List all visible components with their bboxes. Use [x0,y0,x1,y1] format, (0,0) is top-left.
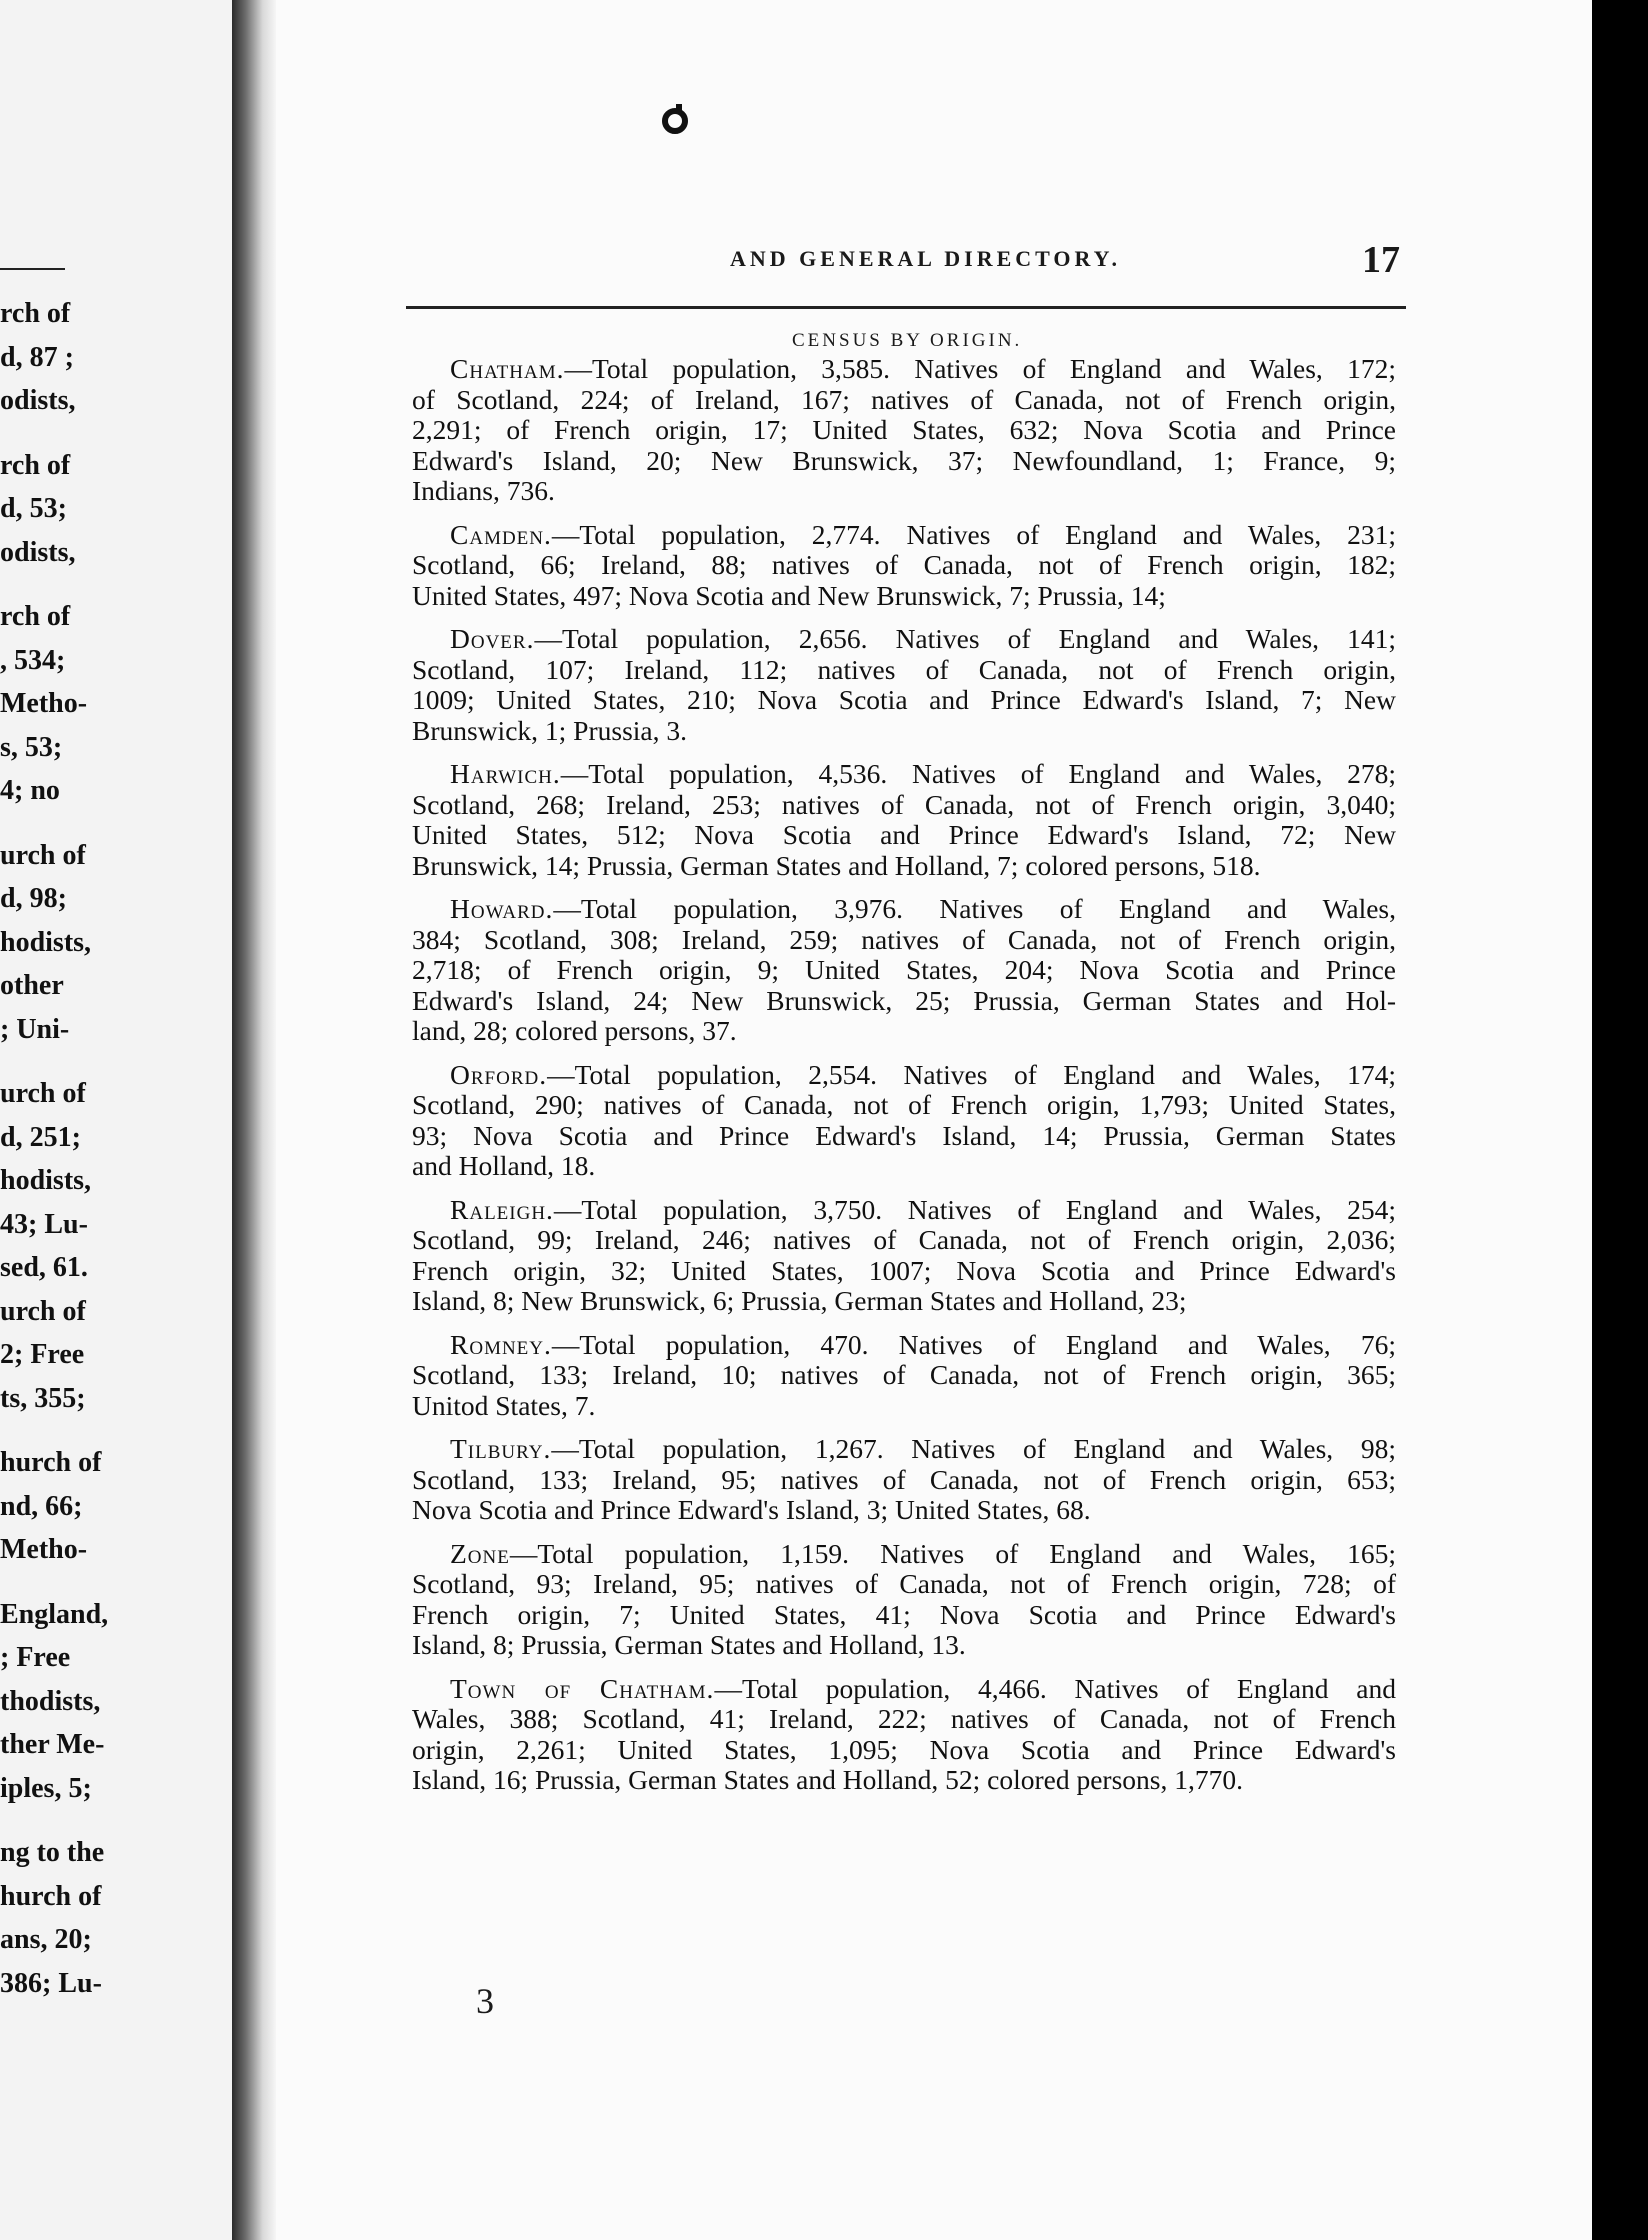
facing-page-fragment: odists, [0,536,76,568]
entry-line: Scotland, 268; Ireland, 253; natives of Canada, not of French origin, 3,040; [412,788,1396,820]
entry-line: 2,718; of French origin, 9; United States, 204; Nova Scotia and Prince [412,954,1396,985]
directory-page [276,0,1592,2240]
census-entry [412,1539,1396,1661]
entry-line: —Total population, 3,585. Natives of England and Wales, 172; [564,353,1396,384]
facing-page-fragment: d, 251; [0,1121,81,1153]
entry-line: Wales, 388; Scotland, 41; Ireland, 222; natives of Canada, not of French [412,1703,1396,1734]
entry-line: origin, 2,261; United States, 1,095; Nova Scotia and Prince Edward's [412,1733,1396,1765]
facing-page-fragment: thodists, [0,1685,101,1717]
entry-line: Island, 8; New Brunswick, 6; Prussia, German States and Holland, 23; [412,1285,1187,1316]
facing-page-rule [0,268,65,270]
entry-line: and Holland, 18. [412,1150,596,1181]
census-entry [412,1330,1396,1422]
facing-page-fragment: other [0,970,64,1001]
facing-page-fragment: odists, [0,385,76,416]
place-name: Raleigh. [450,1193,554,1225]
facing-page-fragment: hurch of [0,1880,102,1912]
facing-page-fragment: hodists, [0,1165,92,1196]
facing-page-edge [0,0,232,2240]
place-name: Dover. [450,623,535,654]
facing-page-fragment: 386; Lu- [0,1967,102,1999]
place-name: Romney. [450,1328,552,1360]
census-entry [412,354,1396,507]
entry-line: of Scotland, 224; of Ireland, 167; natives of Canada, not of French origin, [412,383,1396,415]
place-name: Camden. [450,518,552,550]
place-name: Zone [450,1537,510,1569]
facing-page-fragment: Metho- [0,688,88,719]
entry-line: Scotland, 66; Ireland, 88; natives of Canada, not of French origin, 182; [412,549,1396,580]
page-number: 17 [1362,239,1400,281]
facing-page-fragment: ng to the [0,1837,105,1868]
entry-line: Unitod States, 7. [412,1389,596,1421]
entry-line: —Total population, 1,159. Natives of England and Wales, 165; [509,1537,1396,1569]
facing-page-fragment: England, [0,1598,109,1630]
entry-line: —Total population, 2,656. Natives of England and Wales, 141; [534,623,1396,654]
section-title: CENSUS BY ORIGIN. [792,330,1023,351]
entry-line: —Total population, 3,750. Natives of England and Wales, 254; [553,1193,1396,1225]
entry-line: —Total population, 470. Natives of England and Wales, 76; [551,1328,1396,1360]
place-name: Harwich. [450,758,561,789]
facing-page-fragment: urch of [0,1078,86,1109]
entry-line: Scotland, 133; Ireland, 95; natives of Canada, not of French origin, 653; [412,1463,1396,1495]
entry-line: Scotland, 133; Ireland, 10; natives of Canada, not of French origin, 365; [412,1359,1396,1390]
facing-page-fragment: urch of [0,839,86,871]
facing-page-fragment: ; Uni- [0,1013,70,1045]
facing-page-fragment: d, 87 ; [0,341,74,373]
census-entry [412,520,1396,612]
entry-line: United States, 512; Nova Scotia and Prince Edward's Island, 72; New [412,819,1396,850]
census-entry [412,759,1396,881]
header-rule [406,306,1406,309]
facing-page-text [0,292,232,2005]
facing-page-fragment: Metho- [0,1534,88,1565]
entry-line: Scotland, 93; Ireland, 95; natives of Canada, not of French origin, 728; of [412,1568,1396,1599]
entry-line: —Total population, 3,976. Natives of England and Wales, [553,893,1396,924]
census-entry [412,1674,1396,1796]
census-entry [412,1434,1396,1526]
entry-line: 384; Scotland, 308; Ireland, 259; natives of Canada, not of French origin, [412,923,1396,955]
entry-line: French origin, 7; United States, 41; Nova Scotia and Prince Edward's [412,1598,1396,1630]
entry-line: Edward's Island, 20; New Brunswick, 37; Newfoundland, 1; France, 9; [412,444,1396,476]
place-name: Howard. [450,893,554,924]
entry-line: 2,291; of French origin, 17; United States, 632; Nova Scotia and Prince [412,414,1396,445]
entry-line: Island, 8; Prussia, German States and Holland, 13. [412,1629,966,1660]
facing-page-fragment: sed, 61. [0,1252,88,1283]
facing-page-fragment: 43; Lu- [0,1208,88,1240]
entry-line: Scotland, 290; natives of Canada, not of French origin, 1,793; United States, [412,1089,1396,1120]
signature-mark: 3 [476,1981,494,2021]
facing-page-fragment: 2; Free [0,1339,85,1370]
facing-page-fragment: iples, 5; [0,1772,92,1804]
printer-mark-icon [662,108,688,134]
facing-page-fragment: rch of [0,601,71,632]
entry-line: 93; Nova Scotia and Prince Edward's Island, 14; Prussia, German States [412,1119,1396,1151]
census-entries [412,354,1396,1809]
facing-page-fragment: nd, 66; [0,1490,83,1522]
entry-line: Edward's Island, 24; New Brunswick, 25; Prussia, German States and Hol- [412,984,1396,1016]
entry-line: —Total population, 2,774. Natives of England and Wales, 231; [551,518,1396,550]
census-entry [412,1060,1396,1182]
facing-page-fragment: hurch of [0,1447,102,1478]
entry-line: Nova Scotia and Prince Edward's Island, 3; United States, 68. [412,1494,1091,1525]
book-gutter [232,0,276,2240]
facing-page-fragment: 4; no [0,775,60,806]
entry-line: land, 28; colored persons, 37. [412,1015,737,1046]
scan-border [1592,0,1648,2240]
entry-line: —Total population, 1,267. Natives of England and Wales, 98; [551,1433,1396,1464]
entry-line: —Total population, 2,554. Natives of England and Wales, 174; [547,1058,1396,1090]
facing-page-fragment: ans, 20; [0,1924,92,1955]
entry-line: French origin, 32; United States, 1007; Nova Scotia and Prince Edward's [412,1254,1396,1286]
entry-line: 1009; United States, 210; Nova Scotia and Prince Edward's Island, 7; New [412,684,1396,715]
entry-line: Island, 16; Prussia, German States and Holland, 52; colored persons, 1,770. [412,1764,1243,1795]
facing-page-fragment: rch of [0,449,71,481]
facing-page-fragment: s, 53; [0,731,63,763]
census-entry [412,894,1396,1047]
entry-line: Scotland, 107; Ireland, 112; natives of Canada, not of French origin, [412,653,1396,685]
place-name: Tilbury. [450,1433,552,1464]
facing-page-fragment: , 534; [0,644,66,676]
entry-line: Indians, 736. [412,475,555,506]
facing-page-fragment: hodists, [0,926,92,958]
running-head: AND GENERAL DIRECTORY. [730,246,1122,271]
facing-page-fragment: rch of [0,298,71,329]
entry-line: Brunswick, 1; Prussia, 3. [412,714,687,746]
facing-page-fragment: ther Me- [0,1729,105,1760]
place-name: Town of Chatham. [450,1672,715,1704]
place-name: Orford. [450,1058,548,1090]
facing-page-fragment: d, 98; [0,883,67,914]
facing-page-fragment: ts, 355; [0,1382,86,1414]
entry-line: —Total population, 4,466. Natives of England and [714,1672,1396,1704]
census-entry [412,624,1396,746]
facing-page-fragment: ; Free [0,1642,71,1673]
entry-line: —Total population, 4,536. Natives of England and Wales, 278; [560,758,1396,789]
census-entry [412,1195,1396,1317]
entry-line: Scotland, 99; Ireland, 246; natives of Canada, not of French origin, 2,036; [412,1224,1396,1255]
entry-line: United States, 497; Nova Scotia and New Brunswick, 7; Prussia, 14; [412,579,1166,611]
facing-page-fragment: d, 53; [0,493,67,524]
entry-line: Brunswick, 14; Prussia, German States and Holland, 7; colored persons, 518. [412,849,1261,881]
facing-page-fragment: urch of [0,1295,86,1327]
place-name: Chatham. [450,353,565,384]
